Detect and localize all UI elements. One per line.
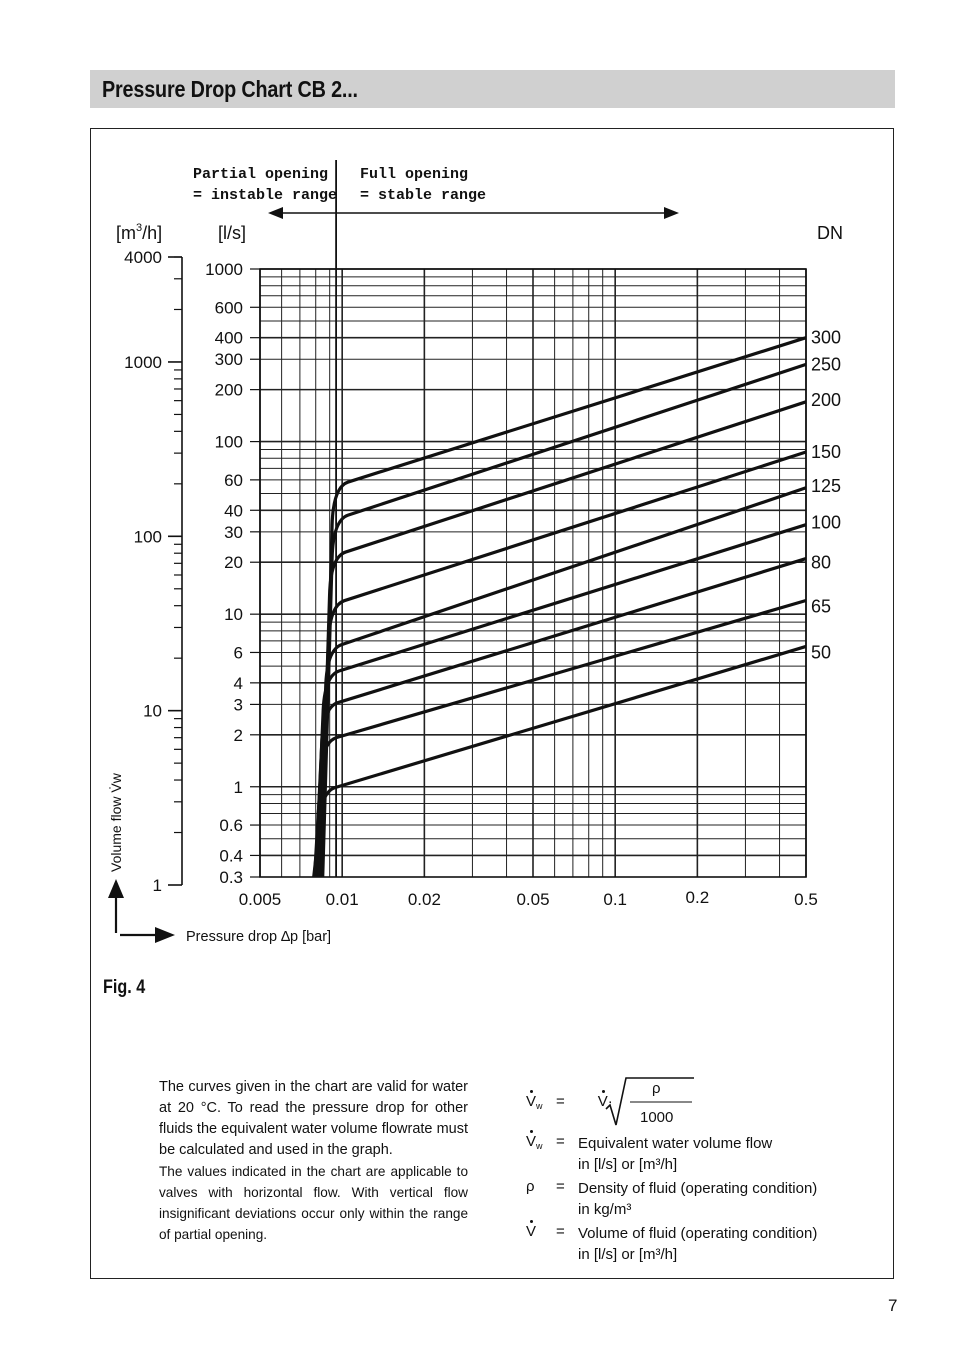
range-arrow-left-head [268, 207, 283, 219]
partial-opening-label: Partial opening [193, 166, 329, 183]
curve-dn-80 [315, 559, 806, 877]
legend-equals: = [556, 1223, 565, 1240]
m3h-tick-label: 1000 [124, 352, 162, 372]
legend-text [578, 1133, 848, 1175]
y-direction-arrow-head [108, 879, 124, 898]
unit-label-m3h: $[m^3/h]$ [116, 222, 163, 243]
m3h-tick-label: 10 [143, 701, 162, 721]
legend-symbol: V [526, 1223, 537, 1240]
ls-tick-label: 600 [214, 298, 243, 318]
ls-tick-label: 4 [233, 673, 243, 693]
dn-label-80: 80 [811, 552, 832, 573]
legend-row [524, 1133, 854, 1178]
legend-line: Equivalent water volume flow [578, 1135, 773, 1152]
formula-lhs: $V_w$ [526, 1093, 543, 1111]
ls-tick-label: 2 [233, 725, 243, 745]
ls-tick-label: 6 [233, 643, 243, 663]
ls-tick-label: 0.4 [219, 846, 243, 866]
dn-label-150: 150 [811, 442, 842, 463]
curve-dn-50 [314, 646, 806, 877]
legend-row [524, 1178, 854, 1223]
x-direction-arrow-head [155, 927, 175, 943]
dn-label-250: 250 [811, 354, 842, 375]
dn-label-125: 125 [811, 475, 842, 496]
ls-tick-label: 60 [224, 470, 243, 490]
figure-label: Fig. 4 [103, 977, 146, 998]
partial-range-label: = instable range [193, 187, 338, 204]
ls-tick-label: 1 [233, 777, 243, 797]
x-tick-label: 0.05 [516, 890, 550, 909]
legend-line: Density of fluid (operating condition) [578, 1180, 818, 1197]
legend-symbol: $V_w$ [526, 1133, 543, 1151]
dn-label-65: 65 [811, 596, 832, 617]
full-opening-label: Full opening [360, 166, 469, 183]
ls-tick-label: 0.6 [219, 816, 243, 836]
conversion-formula [524, 1074, 864, 1134]
formula-equals: = [556, 1093, 565, 1110]
x-tick-label: 0.2 [685, 888, 710, 907]
page-number: 7 [888, 1296, 898, 1315]
legend-symbol: ρ [526, 1178, 535, 1195]
ls-tick-label: 300 [214, 350, 243, 370]
dn-label-300: 300 [811, 327, 842, 348]
symbol-legend [524, 1133, 854, 1268]
ls-tick-label: 1000 [205, 260, 243, 279]
ls-tick-label: 10 [224, 605, 243, 625]
note-paragraph-2: The values indicated in the chart are applicable to valves with horizontal flow. With vertical flow insignificant deviations occur only within the range of partial opening. [159, 1164, 468, 1242]
formula-numerator: ρ [652, 1080, 661, 1097]
legend-line: Volume of fluid (operating condition) [578, 1225, 818, 1242]
legend-line: in kg/m³ [578, 1201, 632, 1218]
note-paragraph-1: The curves given in the chart are valid for water at 20 °C. To read the pressure drop for other fluids the equivalent water volume flowrate must be calculated and used in the graph. [159, 1079, 468, 1158]
m3h-tick-label: 4000 [124, 248, 162, 267]
dn-label: DN [817, 223, 843, 243]
legend-line: in [l/s] or [m³/h] [578, 1156, 678, 1173]
x-tick-label: 0.005 [238, 890, 282, 909]
m3h-tick-label: 1 [152, 876, 162, 895]
page-title: Pressure Drop Chart CB 2... [102, 76, 358, 102]
dn-label-50: 50 [811, 642, 832, 663]
chart-notes [159, 1077, 468, 1245]
legend-equals: = [556, 1133, 565, 1150]
ls-tick-label: 3 [233, 695, 243, 715]
legend-equals: = [556, 1178, 565, 1195]
legend-line: in [l/s] or [m³/h] [578, 1246, 678, 1263]
range-arrow-right-head [664, 207, 679, 219]
formula-denominator: 1000 [640, 1109, 674, 1126]
legend-text [578, 1178, 848, 1220]
x-tick-label: 0.01 [325, 890, 359, 909]
dn-label-100: 100 [811, 512, 842, 533]
ls-tick-label: 100 [214, 432, 243, 452]
m3h-tick-label: 100 [133, 527, 162, 547]
legend-row [524, 1223, 854, 1268]
ls-tick-label: 200 [214, 380, 243, 400]
curve-dn-100 [316, 525, 806, 877]
x-tick-label: 0.5 [794, 890, 818, 909]
ls-tick-label: 400 [214, 328, 243, 348]
y-axis-label: Volume flow V̇w [108, 773, 124, 872]
ls-tick-label: 40 [224, 501, 243, 521]
formula-rhs: V· [597, 1093, 613, 1110]
curve-dn-65 [314, 601, 806, 877]
ls-tick-label: 0.3 [219, 868, 243, 887]
dn-label-200: 200 [811, 389, 842, 410]
x-tick-label: 0.1 [603, 890, 628, 909]
x-axis-label: Pressure drop ∆p [bar] [186, 929, 332, 945]
curve-dn-300 [322, 338, 806, 877]
ls-tick-label: 30 [224, 522, 243, 542]
legend-text [578, 1223, 848, 1265]
full-range-label: = stable range [360, 187, 487, 204]
curve-dn-200 [321, 402, 806, 877]
ls-tick-label: 20 [224, 553, 243, 573]
unit-label-ls: [l/s] [218, 223, 247, 243]
x-tick-label: 0.02 [407, 890, 441, 909]
